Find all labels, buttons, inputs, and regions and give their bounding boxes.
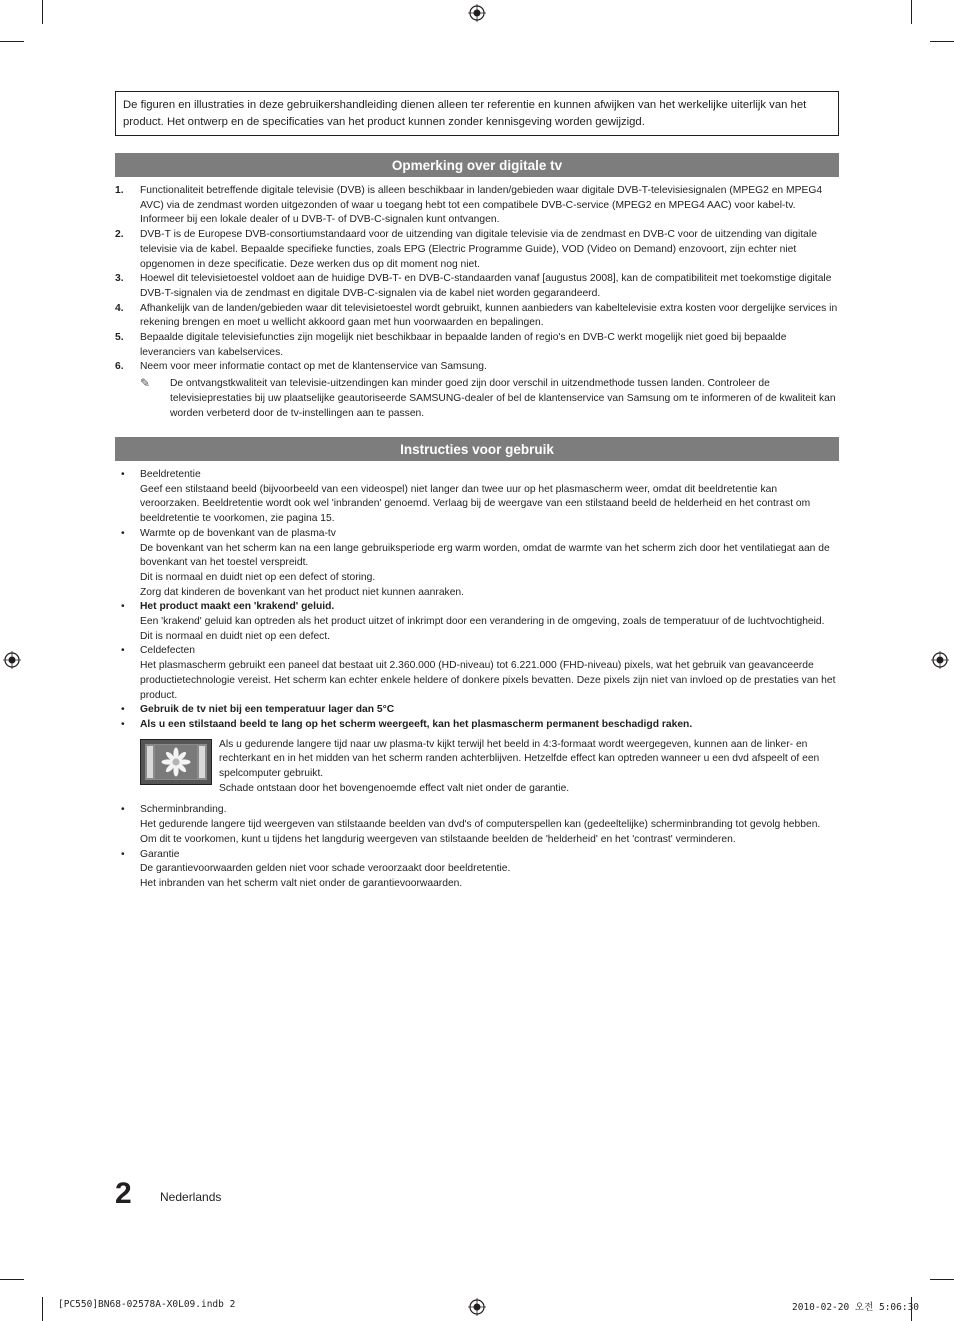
item-desc: Een 'krakend' geluid kan optreden als het product uitzet of inkrimpt door een verandering in de omgeving, zoals de temperatuur of de luchtvochtigheid. Dit is normaal en duidt niet op een defect. xyxy=(140,616,825,642)
item-title: Celdefecten xyxy=(140,645,195,657)
crop-mark xyxy=(930,41,954,42)
screen-image-row xyxy=(140,738,839,797)
list-item xyxy=(115,803,839,847)
bullet-icon: • xyxy=(121,718,125,730)
list-item xyxy=(115,331,839,360)
note xyxy=(140,377,839,421)
item-number: 6. xyxy=(115,361,124,373)
item-title: Als u een stilstaand beeld te lang op het scherm weergeeft, kan het plasmascherm permanent beschadigd raken. xyxy=(140,718,693,730)
item-desc: De bovenkant van het scherm kan na een lange gebruiksperiode erg warm worden, omdat de warmte van het scherm zich door het ventilatiegat aan de bovenkant van het toestel verspreidt. xyxy=(140,542,830,569)
item-text: Neem voor meer informatie contact op met de klantenservice van Samsung. xyxy=(140,361,487,373)
item-number: 2. xyxy=(115,229,124,241)
item-desc: De garantievoorwaarden gelden niet voor schade veroorzaakt door beeldretentie. xyxy=(140,863,511,875)
list-item xyxy=(115,718,839,797)
bullet-icon: • xyxy=(121,704,125,716)
item-desc: Als u gedurende langere tijd naar uw plasma-tv kijkt terwijl het beeld in 4:3-formaat wordt weergegeven, kunnen aan de linker- en rechterkant en in het midden van het scherm randen achterblijven. Hetzelfde effect kan optreden wanneer u een dvd afspeelt of een spelcomputer gebruikt. xyxy=(219,738,820,780)
registration-mark-icon xyxy=(931,651,949,669)
item-desc: Dit is normaal en duidt niet op een defect of storing. xyxy=(140,571,376,583)
item-desc: Geef een stilstaand beeld (bijvoorbeeld van een videospel) niet langer dan twee uur op het plasmascherm weer, omdat dit beeldretentie kan veroorzaken. Beeldretentie wordt ook wel 'inbranden' genoemd. Verlaag bij de weergave van een stilstaand beeld de helderheid en het contrast om beeldretentie te voorkomen, zie pagina 15. xyxy=(140,483,811,525)
crop-mark xyxy=(42,0,43,24)
item-title: Beeldretentie xyxy=(140,469,201,480)
list-item xyxy=(115,468,839,527)
crop-mark xyxy=(930,1279,954,1280)
print-slug-date: 2010-02-20 오전 5:06:30 xyxy=(792,1302,920,1313)
item-number: 1. xyxy=(115,185,124,196)
bullet-icon: • xyxy=(121,469,125,480)
crop-mark xyxy=(0,41,24,42)
list-item xyxy=(115,848,839,892)
item-desc: Zorg dat kinderen de bovenkant van het product niet kunnen aanraken. xyxy=(140,586,465,598)
note-pencil-icon: ✎ xyxy=(140,376,151,391)
list-item xyxy=(115,228,839,272)
bullet-icon: • xyxy=(121,848,125,860)
print-slug-file: [PC550]BN68-02578A-X0L09.indb 2 xyxy=(58,1299,236,1310)
item-text: Hoewel dit televisietoestel voldoet aan de huidige DVB-T- en DVB-C-standaarden vanaf [augustus 2008], kan de compatibiliteit met toekomstige digitale DVB-T-signalen via de zendmast en digitale DVB-C-signalen via de kabel niet worden gegarandeerd. xyxy=(140,273,832,299)
crop-mark xyxy=(911,0,912,24)
page-language: Nederlands xyxy=(160,1190,222,1204)
disclaimer-notice: De figuren en illustraties in deze gebruikershandleiding dienen alleen ter referentie en kunnen afwijken van het werkelijke uiterlijk van het product. Het ontwerp en de specificaties van het product kunnen zonder kennisgeving worden gewijzigd. xyxy=(115,91,839,136)
list-item xyxy=(115,272,839,301)
note-text: De ontvangstkwaliteit van televisie-uitzendingen kan minder goed zijn door verschil in uitzendmethode tussen landen. Controleer de televisieprestaties bij uw plaatselijke geautoriseerde SAMSUNG-dealer of bel de klantenservice van Samsung om te informeren of de kwaliteit kan worden verbeterd door de tv-instellingen aan te passen. xyxy=(170,378,836,419)
crop-mark xyxy=(42,1297,43,1321)
item-desc: Het plasmascherm gebruikt een paneel dat bestaat uit 2.360.000 (HD-niveau) tot 6.221.000 (FHD-niveau) pixels, wat het gebruik van geavanceerde productietechnologie vereist. Het scherm kan echter enkele heldere of donkere pixels bevatten. Deze pixels zijn niet van invloed op de prestaties van het product. xyxy=(140,660,836,701)
list-item xyxy=(115,600,839,644)
item-text: Afhankelijk van de landen/gebieden waar dit televisietoestel wordt gebruikt, kunnen aanbieders van kabeltelevisie extra kosten voor dergelijke services in rekening brengen en moet u wellicht akkoord gaan met hun voorwaarden en bepalingen. xyxy=(140,302,838,329)
item-text: Functionaliteit betreffende digitale televisie (DVB) is alleen beschikbaar in landen/gebieden waar digitale DVB-T-televisiesignalen (MPEG2 en MPEG4 AVC) via de zendmast worden uitgezonden of waar u toegang hebt tot een compatibele DVB-C-service (MPEG2 en MPEG4 AAC) voor kabel-tv. Informeer bij een lokale dealer of u DVB-T- of DVB-C-signalen kunt ontvangen. xyxy=(140,185,823,226)
list-item xyxy=(115,184,839,228)
item-text: Bepaalde digitale televisiefuncties zijn mogelijk niet beschikbaar in bepaalde landen of regio's en DVB-C werkt mogelijk niet goed bij bepaalde leveranciers van kabelservices. xyxy=(140,332,787,358)
crop-mark xyxy=(0,1279,24,1280)
list-item xyxy=(115,360,839,421)
item-number: 4. xyxy=(115,302,124,314)
list-item xyxy=(115,703,839,718)
bullet-icon: • xyxy=(121,645,125,657)
list-item xyxy=(115,644,839,703)
page-number: 2 xyxy=(115,1177,132,1210)
item-title: Het product maakt een 'krakend' geluid. xyxy=(140,601,335,613)
section-header-digital-tv: Opmerking over digitale tv xyxy=(115,153,839,177)
bullet-icon: • xyxy=(121,527,125,539)
digital-tv-list xyxy=(115,184,839,421)
registration-mark-icon xyxy=(468,4,486,22)
item-text: DVB-T is de Europese DVB-consortiumstandaard voor de uitzending van digitale televisie via de zendmast en DVB-C voor de uitzending van digitale televisie via de kabel. Bepaalde specifieke functies, zoals EPG (Electric Programme Guide), VOD (Video on Demand) enzovoort, zijn echter niet opgenomen in deze specificatie. Deze werken dus op dit moment nog niet. xyxy=(140,229,817,270)
item-title: Warmte op de bovenkant van de plasma-tv xyxy=(140,527,336,539)
registration-mark-icon xyxy=(468,1298,486,1316)
list-item xyxy=(115,527,839,601)
item-desc: Het inbranden van het scherm valt niet onder de garantievoorwaarden. xyxy=(140,877,463,889)
tv-screen-thumbnail xyxy=(140,739,212,785)
section-header-usage-instructions: Instructies voor gebruik xyxy=(115,437,839,461)
bullet-icon: • xyxy=(121,601,125,613)
item-number: 5. xyxy=(115,332,124,344)
item-number: 3. xyxy=(115,273,124,285)
bullet-icon: • xyxy=(121,804,125,816)
item-desc: Schade ontstaan door het bovengenoemde effect valt niet onder de garantie. xyxy=(219,782,570,794)
registration-mark-icon xyxy=(3,651,21,669)
list-item xyxy=(115,302,839,331)
item-desc: Het gedurende langere tijd weergeven van stilstaande beelden van dvd's of computerspellen kan (gedeeltelijke) scherminbranding tot gevolg hebben. Om dit te voorkomen, kunt u tijdens het langdurig weergeven van stilstaande beelden de 'helderheid' en het 'contrast' verminderen. xyxy=(140,819,821,845)
item-title: Garantie xyxy=(140,848,180,860)
usage-list xyxy=(115,468,839,892)
item-title: Gebruik de tv niet bij een temperatuur lager dan 5°C xyxy=(140,704,395,716)
item-title: Scherminbranding. xyxy=(140,804,227,816)
